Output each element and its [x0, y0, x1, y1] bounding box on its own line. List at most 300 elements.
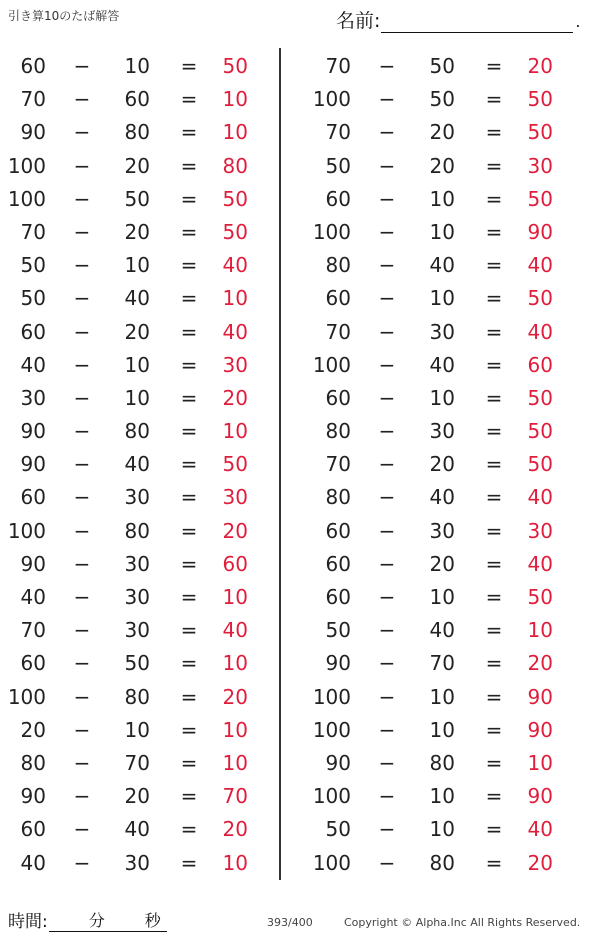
equals-sign: =	[180, 219, 198, 244]
answer: 50	[222, 452, 248, 477]
equals-sign: =	[485, 319, 503, 344]
minus-sign: −	[378, 286, 396, 311]
subtrahend: 30	[429, 518, 455, 543]
minus-sign: −	[378, 717, 396, 742]
minuend: 60	[20, 319, 46, 344]
equals-sign: =	[485, 219, 503, 244]
minuend: 20	[20, 717, 46, 742]
subtrahend: 10	[124, 54, 150, 78]
equals-sign: =	[485, 186, 503, 211]
problem-row	[0, 415, 270, 448]
problem-row	[305, 614, 575, 647]
minus-sign: −	[73, 585, 91, 609]
subtrahend: 50	[429, 87, 455, 112]
problem-row	[0, 50, 270, 83]
minus-sign: −	[378, 87, 396, 112]
minus-sign: −	[378, 618, 396, 643]
sheet-title: 引き算10のたば解答	[8, 9, 120, 23]
problem-row	[305, 50, 575, 83]
answer: 50	[527, 186, 553, 211]
answer: 30	[222, 485, 248, 510]
equals-sign: =	[485, 419, 503, 444]
answer: 40	[527, 817, 553, 842]
answer: 20	[527, 850, 553, 875]
subtrahend: 80	[429, 850, 455, 875]
problem-row	[0, 647, 270, 680]
answer: 10	[222, 286, 248, 311]
problem-row	[0, 714, 270, 747]
answer: 10	[222, 585, 248, 609]
subtrahend: 80	[124, 518, 150, 543]
equals-sign: =	[485, 253, 503, 278]
equals-sign: =	[180, 585, 198, 609]
answer: 10	[222, 651, 248, 676]
subtrahend: 30	[124, 850, 150, 875]
equals-sign: =	[485, 54, 503, 78]
problem-row	[0, 249, 270, 282]
subtrahend: 20	[429, 452, 455, 477]
minuend: 90	[20, 120, 46, 145]
answer: 20	[222, 518, 248, 543]
answer: 40	[527, 551, 553, 576]
problem-row	[0, 116, 270, 149]
subtrahend: 10	[429, 286, 455, 311]
time-field[interactable]	[8, 907, 167, 932]
problem-row	[0, 349, 270, 382]
minuend: 100	[312, 352, 351, 377]
answer: 50	[222, 219, 248, 244]
problem-row	[0, 448, 270, 481]
equals-sign: =	[180, 850, 198, 875]
subtrahend: 10	[429, 186, 455, 211]
equals-sign: =	[180, 153, 198, 178]
minuend: 80	[325, 253, 351, 278]
minus-sign: −	[73, 452, 91, 477]
subtrahend: 10	[429, 684, 455, 709]
subtrahend: 80	[124, 419, 150, 444]
minus-sign: −	[378, 253, 396, 278]
equals-sign: =	[485, 651, 503, 676]
minuend: 50	[325, 618, 351, 643]
equals-sign: =	[485, 518, 503, 543]
subtrahend: 30	[124, 585, 150, 609]
answer: 40	[222, 253, 248, 278]
answer: 50	[527, 385, 553, 410]
problem-row	[0, 316, 270, 349]
minus-sign: −	[73, 54, 91, 78]
minus-sign: −	[378, 817, 396, 842]
minuend: 60	[20, 651, 46, 676]
problem-row	[0, 681, 270, 714]
problem-row	[0, 150, 270, 183]
problem-row	[305, 747, 575, 780]
name-blank-line[interactable]	[381, 12, 573, 33]
minuend: 100	[7, 186, 46, 211]
equals-sign: =	[180, 717, 198, 742]
minus-sign: −	[378, 219, 396, 244]
minus-sign: −	[73, 850, 91, 875]
equals-sign: =	[180, 253, 198, 278]
minuend: 60	[325, 518, 351, 543]
minuend: 90	[20, 452, 46, 477]
minus-sign: −	[73, 385, 91, 410]
subtrahend: 30	[124, 618, 150, 643]
answer: 30	[222, 352, 248, 377]
minuend: 70	[325, 319, 351, 344]
equals-sign: =	[180, 485, 198, 510]
minuend: 100	[7, 684, 46, 709]
problem-row	[0, 780, 270, 813]
minus-sign: −	[378, 684, 396, 709]
problem-row	[0, 282, 270, 315]
answer: 20	[527, 651, 553, 676]
equals-sign: =	[180, 784, 198, 809]
equals-sign: =	[180, 54, 198, 78]
equals-sign: =	[180, 120, 198, 145]
minus-sign: −	[73, 286, 91, 311]
answer: 50	[527, 585, 553, 609]
answer: 10	[222, 717, 248, 742]
minuend: 60	[20, 54, 46, 78]
minuend: 60	[325, 585, 351, 609]
subtrahend: 40	[124, 286, 150, 311]
subtrahend: 20	[124, 784, 150, 809]
subtrahend: 10	[429, 784, 455, 809]
equals-sign: =	[180, 419, 198, 444]
minuend: 60	[325, 385, 351, 410]
answer: 90	[527, 219, 553, 244]
subtrahend: 40	[124, 817, 150, 842]
answer: 60	[527, 352, 553, 377]
answer: 50	[527, 286, 553, 311]
name-field[interactable]	[336, 6, 581, 33]
answer: 70	[222, 784, 248, 809]
problem-row	[0, 581, 270, 614]
minuend: 70	[20, 87, 46, 112]
equals-sign: =	[180, 684, 198, 709]
problem-row	[305, 548, 575, 581]
answer: 50	[527, 120, 553, 145]
minus-sign: −	[378, 352, 396, 377]
minuend: 100	[312, 87, 351, 112]
minus-sign: −	[73, 153, 91, 178]
answer: 10	[527, 750, 553, 775]
subtrahend: 10	[124, 717, 150, 742]
problem-row	[305, 216, 575, 249]
minuend: 60	[325, 186, 351, 211]
subtrahend: 80	[124, 684, 150, 709]
minus-sign: −	[73, 817, 91, 842]
minus-sign: −	[73, 87, 91, 112]
problem-row	[305, 150, 575, 183]
left-problem-column	[0, 50, 270, 880]
equals-sign: =	[180, 319, 198, 344]
minuend: 90	[325, 750, 351, 775]
minuend: 80	[325, 485, 351, 510]
answer: 50	[222, 54, 248, 78]
minuend: 50	[20, 253, 46, 278]
answer: 60	[222, 551, 248, 576]
minus-sign: −	[378, 784, 396, 809]
equals-sign: =	[485, 352, 503, 377]
equals-sign: =	[180, 817, 198, 842]
minuend: 60	[20, 485, 46, 510]
minus-sign: −	[73, 750, 91, 775]
problem-row	[0, 83, 270, 116]
equals-sign: =	[485, 153, 503, 178]
subtrahend: 50	[124, 651, 150, 676]
answer: 10	[527, 618, 553, 643]
equals-sign: =	[180, 551, 198, 576]
minuend: 90	[20, 419, 46, 444]
minuend: 60	[325, 286, 351, 311]
minus-sign: −	[378, 419, 396, 444]
minuend: 100	[312, 219, 351, 244]
problem-row	[305, 581, 575, 614]
minuend: 90	[20, 551, 46, 576]
minus-sign: −	[73, 717, 91, 742]
minus-sign: −	[73, 618, 91, 643]
equals-sign: =	[485, 585, 503, 609]
minus-sign: −	[378, 452, 396, 477]
problem-row	[305, 249, 575, 282]
minus-sign: −	[378, 120, 396, 145]
minus-sign: −	[73, 120, 91, 145]
minus-sign: −	[378, 485, 396, 510]
equals-sign: =	[485, 817, 503, 842]
minuend: 100	[312, 717, 351, 742]
problem-row	[0, 747, 270, 780]
subtrahend: 40	[429, 618, 455, 643]
subtrahend: 50	[429, 54, 455, 78]
equals-sign: =	[180, 352, 198, 377]
problem-row	[0, 382, 270, 415]
equals-sign: =	[485, 850, 503, 875]
time-label: 時間:	[8, 912, 48, 932]
minus-sign: −	[73, 784, 91, 809]
equals-sign: =	[485, 120, 503, 145]
equals-sign: =	[485, 684, 503, 709]
subtrahend: 50	[124, 186, 150, 211]
minuend: 70	[20, 618, 46, 643]
minus-sign: −	[378, 153, 396, 178]
answer: 10	[222, 87, 248, 112]
minus-sign: −	[378, 385, 396, 410]
problem-row	[305, 714, 575, 747]
equals-sign: =	[485, 784, 503, 809]
problem-row	[305, 282, 575, 315]
minuend: 100	[7, 518, 46, 543]
equals-sign: =	[180, 286, 198, 311]
equals-sign: =	[180, 518, 198, 543]
column-divider	[279, 48, 281, 880]
problem-row	[305, 647, 575, 680]
minuend: 50	[20, 286, 46, 311]
subtrahend: 40	[429, 352, 455, 377]
problem-row	[305, 349, 575, 382]
equals-sign: =	[485, 452, 503, 477]
minus-sign: −	[73, 319, 91, 344]
problem-row	[305, 847, 575, 880]
equals-sign: =	[485, 750, 503, 775]
minus-sign: −	[378, 750, 396, 775]
minus-sign: −	[73, 253, 91, 278]
subtrahend: 30	[124, 485, 150, 510]
subtrahend: 70	[124, 750, 150, 775]
subtrahend: 70	[429, 651, 455, 676]
subtrahend: 60	[124, 87, 150, 112]
answer: 50	[527, 419, 553, 444]
answer: 10	[222, 120, 248, 145]
answer: 40	[222, 618, 248, 643]
minuend: 80	[20, 750, 46, 775]
problem-row	[305, 481, 575, 514]
minus-sign: −	[378, 319, 396, 344]
problem-row	[0, 183, 270, 216]
minuend: 70	[325, 54, 351, 78]
subtrahend: 10	[124, 253, 150, 278]
equals-sign: =	[180, 750, 198, 775]
minuend: 100	[312, 850, 351, 875]
answer: 20	[222, 684, 248, 709]
name-label: 名前:	[336, 10, 381, 32]
equals-sign: =	[485, 618, 503, 643]
minus-sign: −	[378, 585, 396, 609]
subtrahend: 20	[429, 153, 455, 178]
problem-row	[305, 116, 575, 149]
page-number: 393/400	[267, 916, 313, 929]
minus-sign: −	[378, 850, 396, 875]
minus-sign: −	[73, 485, 91, 510]
problem-row	[0, 216, 270, 249]
minus-sign: −	[73, 219, 91, 244]
problem-row	[305, 415, 575, 448]
equals-sign: =	[485, 717, 503, 742]
subtrahend: 10	[429, 817, 455, 842]
problem-row	[0, 847, 270, 880]
minuend: 70	[20, 219, 46, 244]
answer: 20	[222, 817, 248, 842]
minus-sign: −	[73, 352, 91, 377]
answer: 90	[527, 717, 553, 742]
subtrahend: 20	[124, 153, 150, 178]
minus-sign: −	[378, 186, 396, 211]
time-blank-line[interactable]	[49, 911, 167, 932]
equals-sign: =	[485, 485, 503, 510]
answer: 40	[222, 319, 248, 344]
minus-sign: −	[378, 651, 396, 676]
answer: 10	[222, 850, 248, 875]
answer: 40	[527, 485, 553, 510]
subtrahend: 30	[429, 419, 455, 444]
answer: 50	[222, 186, 248, 211]
subtrahend: 10	[429, 585, 455, 609]
minus-sign: −	[73, 651, 91, 676]
subtrahend: 10	[429, 717, 455, 742]
minuend: 70	[325, 120, 351, 145]
answer: 20	[527, 54, 553, 78]
minuend: 50	[325, 817, 351, 842]
minuend: 40	[20, 850, 46, 875]
minus-sign: −	[378, 551, 396, 576]
equals-sign: =	[485, 87, 503, 112]
subtrahend: 80	[429, 750, 455, 775]
minus-sign: −	[378, 518, 396, 543]
answer: 30	[527, 153, 553, 178]
subtrahend: 10	[124, 385, 150, 410]
subtrahend: 10	[124, 352, 150, 377]
minus-sign: −	[73, 684, 91, 709]
minus-sign: −	[378, 54, 396, 78]
problem-row	[305, 83, 575, 116]
minuend: 100	[312, 784, 351, 809]
problem-row	[0, 813, 270, 846]
minuend: 40	[20, 585, 46, 609]
problem-row	[305, 448, 575, 481]
subtrahend: 20	[429, 120, 455, 145]
equals-sign: =	[485, 385, 503, 410]
subtrahend: 30	[429, 319, 455, 344]
copyright-notice: Copyright © Alpha.Inc All Rights Reserved.	[344, 916, 581, 929]
equals-sign: =	[180, 87, 198, 112]
equals-sign: =	[180, 385, 198, 410]
answer: 20	[222, 385, 248, 410]
seconds-unit: 秒	[144, 911, 161, 930]
minus-sign: −	[73, 186, 91, 211]
subtrahend: 20	[124, 319, 150, 344]
answer: 30	[527, 518, 553, 543]
problem-row	[305, 681, 575, 714]
minuend: 50	[325, 153, 351, 178]
minuend: 70	[325, 452, 351, 477]
answer: 90	[527, 684, 553, 709]
minuend: 30	[20, 385, 46, 410]
minuend: 90	[325, 651, 351, 676]
answer: 40	[527, 253, 553, 278]
subtrahend: 10	[429, 385, 455, 410]
answer: 50	[527, 87, 553, 112]
minus-sign: −	[73, 518, 91, 543]
minuend: 100	[312, 684, 351, 709]
right-problem-column	[305, 50, 575, 880]
subtrahend: 40	[429, 485, 455, 510]
equals-sign: =	[180, 651, 198, 676]
subtrahend: 40	[429, 253, 455, 278]
minuend: 90	[20, 784, 46, 809]
subtrahend: 80	[124, 120, 150, 145]
subtrahend: 40	[124, 452, 150, 477]
minuend: 60	[20, 817, 46, 842]
problem-row	[305, 382, 575, 415]
problem-row	[305, 515, 575, 548]
subtrahend: 10	[429, 219, 455, 244]
equals-sign: =	[180, 618, 198, 643]
minuend: 80	[325, 419, 351, 444]
minus-sign: −	[73, 551, 91, 576]
minus-sign: −	[73, 419, 91, 444]
minuend: 60	[325, 551, 351, 576]
minutes-unit: 分	[88, 911, 105, 930]
subtrahend: 20	[124, 219, 150, 244]
name-dot: .	[575, 12, 581, 31]
minuend: 40	[20, 352, 46, 377]
equals-sign: =	[485, 551, 503, 576]
problem-row	[0, 614, 270, 647]
problem-row	[305, 183, 575, 216]
answer: 40	[527, 319, 553, 344]
equals-sign: =	[180, 186, 198, 211]
subtrahend: 20	[429, 551, 455, 576]
